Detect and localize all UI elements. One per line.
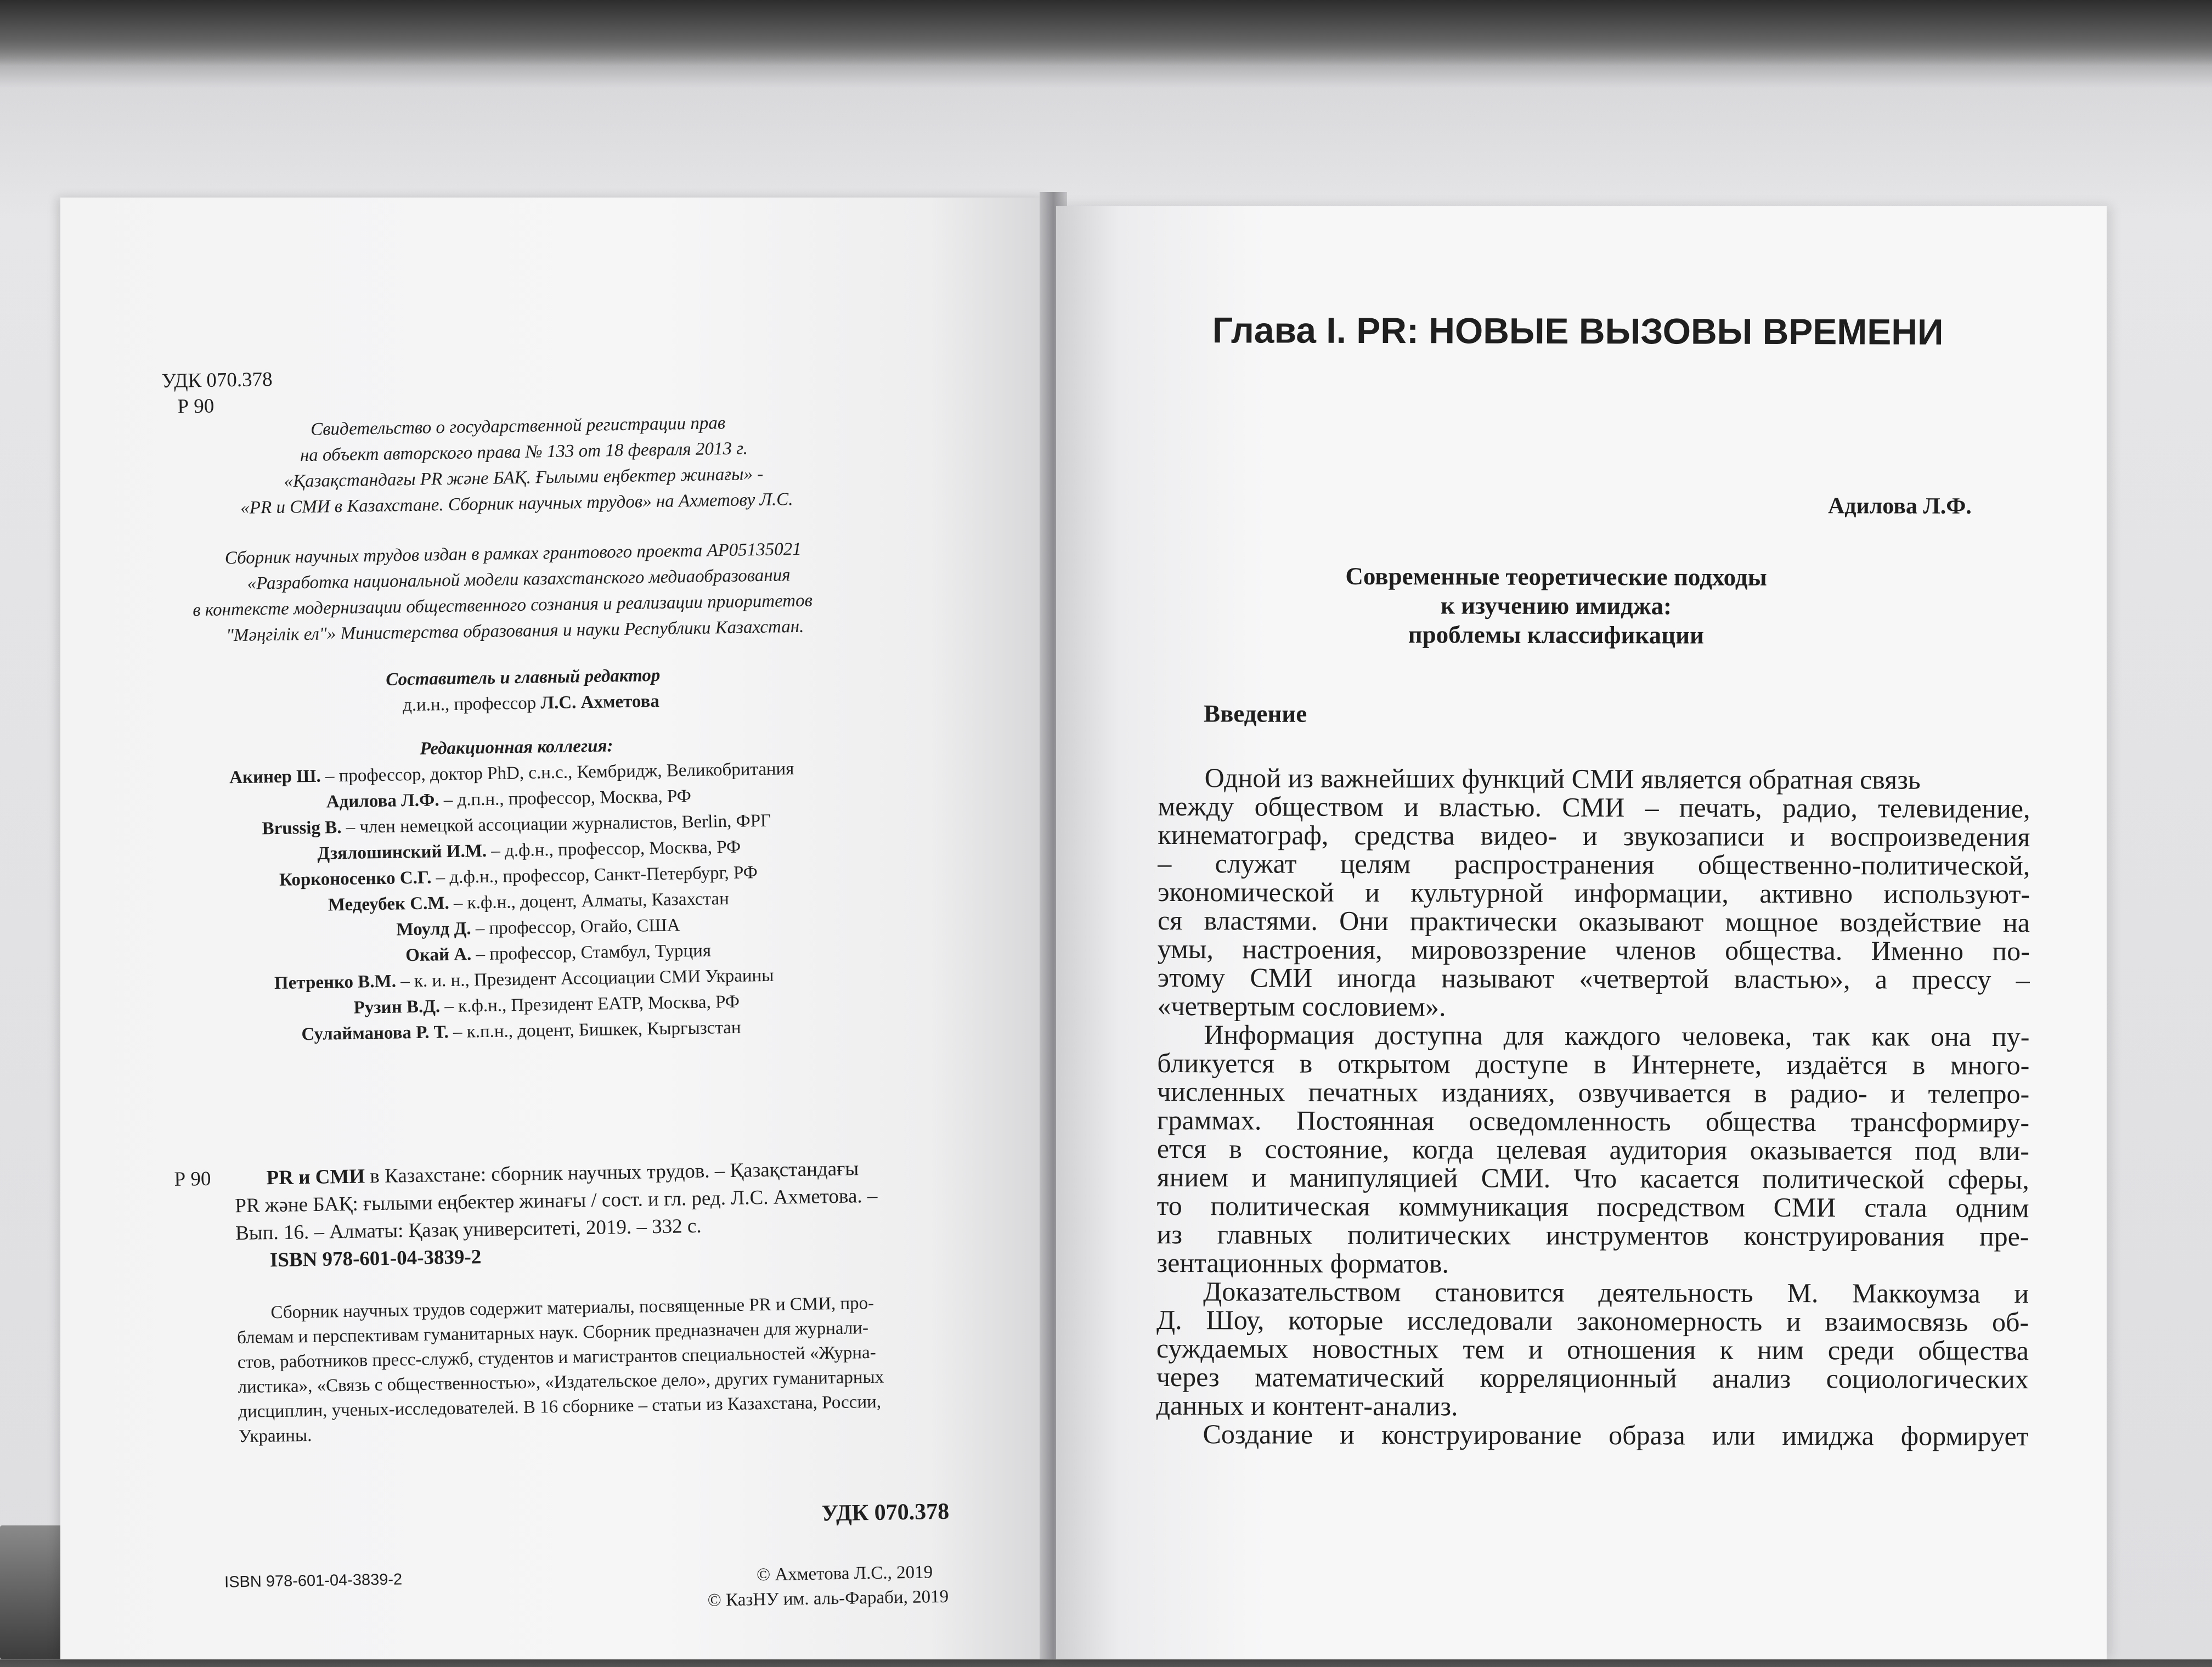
udk-top: УДК 070.378 (161, 368, 273, 393)
board-member: Петренко В.М. – к. и. н., Президент Ассоциации СМИ Украины (274, 965, 774, 994)
left-page (60, 198, 1048, 1659)
board-member: Медеубек С.М. – к.ф.н., доцент, Алматы, Казахстан (328, 888, 730, 915)
board-member: Сулайманова Р. Т. – к.п.н., доцент, Бишкек, Кыргызстан (301, 1017, 741, 1045)
grant-line: "Мәңгілік ел"» Министерства образования и науки Республики Казахстан. (225, 616, 804, 646)
body-text (1156, 762, 2030, 1452)
annotation-line: листика», «Связь с общественностью», «Издательское дело», других гуманитарных (238, 1367, 884, 1398)
body-line: ется в состояние, когда целевая аудитория оказывается под вли- (1156, 1133, 2029, 1167)
body-line: суждаемых новостных тем и отношения к ним среди общества (1156, 1332, 2029, 1366)
body-line: экономической и культурной информации, активно используют- (1158, 876, 2030, 910)
body-line: янием и манипуляцией СМИ. Что касается политической сферы, (1156, 1161, 2029, 1195)
board-heading: Редакционная коллегия: (420, 736, 613, 759)
article-title-line: к изучению имиджа: (1440, 592, 1672, 620)
board-member: Моулд Д. – профессор, Огайо, США (396, 915, 680, 940)
left-page-content (49, 190, 1060, 1667)
certificate-line: «PR и СМИ в Казахстане. Сборник научных трудов» на Ахметову Л.С. (240, 489, 793, 518)
right-page (1056, 206, 2107, 1659)
board-member: Brussig B. – член немецкой ассоциации журналистов, Berlin, ФРГ (262, 810, 771, 839)
copyright-line: © Ахметова Л.С., 2019 (756, 1562, 933, 1585)
body-line: граммах. Постоянная осведомленность общества трансформиру- (1156, 1104, 2030, 1138)
author: Адилова Л.Ф. (1827, 493, 1972, 519)
section-heading: Введение (1203, 700, 1307, 728)
chapter-title: Глава I. PR: НОВЫЕ ВЫЗОВЫ ВРЕМЕНИ (1212, 309, 1944, 352)
body-line: то политическая коммуникация посредством СМИ стала одним (1156, 1190, 2029, 1224)
right-page-content (1054, 205, 2108, 1661)
annotation-line: дисциплин, ученых-исследователей. В 16 сборнике – статьи из Казахстана, России, (238, 1392, 882, 1422)
body-line: ся властями. Они практически оказывают мощное воздействие на (1157, 904, 2030, 938)
biblio-line: Вып. 16. – Алматы: Қазақ университеті, 2019. – 332 с. (235, 1214, 702, 1245)
body-line: через математический корреляционный анализ социологических (1156, 1361, 2029, 1395)
background-top (0, 0, 2212, 66)
certificate-line: Свидетельство о государственной регистрации прав (310, 413, 726, 440)
body-line: Информация доступна для каждого человека, так как она пу- (1204, 1019, 2030, 1052)
annotation-line: Украины. (238, 1426, 312, 1447)
body-line: между обществом и властью. СМИ – печать, радио, телевидение, (1158, 790, 2030, 824)
body-line: численных печатных изданиях, озвучивается в радио- и телепро- (1157, 1075, 2030, 1110)
body-line: «четвертым сословием». (1157, 990, 1446, 1022)
board-member: Окай А. – профессор, Стамбул, Турция (405, 940, 712, 966)
body-line: этому СМИ иногда называют «четвертой властью», а прессу – (1157, 961, 2030, 995)
biblio-line: PR және БАҚ: ғылыми еңбектер жинағы / сост. и гл. ред. Л.С. Ахметова. – (235, 1184, 878, 1218)
body-line: кинематограф, средства видео- и звукозаписи и воспроизведения (1158, 819, 2030, 853)
editor-line: д.и.н., профессор Л.С. Ахметова (402, 691, 660, 716)
board-member: Рузин В.Д. – к.ф.н., Президент ЕАТР, Москва, РФ (353, 992, 740, 1018)
body-line: Д. Шоу, которые исследовали закономерность и взаимосвязь об- (1156, 1304, 2029, 1338)
grant-line: в контексте модернизации общественного сознания и реализации приоритетов (193, 590, 813, 621)
annotation-line: Сборник научных трудов содержит материалы, посвященные PR и СМИ, про- (270, 1293, 874, 1323)
body-line: – служат целям распространения общественно-политической, (1158, 847, 2030, 881)
isbn-bold: ISBN 978-601-04-3839-2 (269, 1246, 482, 1272)
article-title (1166, 561, 1945, 651)
certificate-line: на объект авторского права № 133 от 18 февраля 2013 г. (300, 438, 748, 466)
body-line: умы, настроения, мировоззрение членов общества. Именно по- (1157, 933, 2030, 967)
body-line: бликуется в открытом доступе в Интернете, издаётся в много- (1157, 1047, 2030, 1081)
certificate-line: «Қазақстандағы PR және БАҚ. Ғылыми еңбектер жинағы» - (284, 464, 764, 492)
body-line: Доказательством становится деятельность М. Маккоумза и (1203, 1276, 2029, 1309)
grant-line: Сборник научных трудов издан в рамках грантового проекта AP05135021 (224, 539, 802, 568)
grant-line: «Разработка национальной модели казахстанского медиаобразования (247, 565, 791, 594)
article-title-line: Современные теоретические подходы (1345, 562, 1767, 591)
body-line: Создание и конструирование образа или имиджа формирует (1203, 1418, 2029, 1452)
annotation-line: блемам и перспективам гуманитарных наук. Сборник предназначен для журнали- (236, 1318, 869, 1348)
body-line: Одной из важнейших функций СМИ является обратная связь (1204, 762, 1921, 795)
udk-bottom: УДК 070.378 (821, 1499, 950, 1527)
isbn-small: ISBN 978-601-04-3839-2 (224, 1570, 403, 1591)
board-member: Адилова Л.Ф. – д.п.н., профессор, Москва, РФ (326, 786, 692, 812)
copyright-line: © КазНУ им. аль-Фараби, 2019 (707, 1586, 949, 1610)
board-member: Дзялошинский И.М. – д.ф.н., профессор, Москва, РФ (317, 837, 741, 864)
biblio-code: Р 90 (174, 1167, 211, 1191)
body-line: зентационных форматов. (1156, 1247, 1449, 1279)
body-line: данных и контент-анализ. (1156, 1389, 1458, 1422)
article-title-line: проблемы классификации (1408, 621, 1705, 649)
body-line: из главных политических инструментов конструирования пре- (1156, 1218, 2029, 1252)
board-member: Акинер Ш. – профессор, доктор PhD, с.н.с., Кембридж, Великобритания (229, 759, 794, 788)
annotation-line: стов, работников пресс-служб, студентов и магистрантов специальностей «Журна- (237, 1342, 876, 1373)
board-member: Корконосенко С.Г. – д.ф.н., профессор, Санкт-Петербург, РФ (279, 863, 758, 890)
biblio-line: PR и СМИ в Казахстане: сборник научных трудов. – Қазақстандағы (266, 1157, 859, 1190)
editor-heading: Составитель и главный редактор (386, 665, 661, 690)
code-top: Р 90 (177, 395, 215, 418)
